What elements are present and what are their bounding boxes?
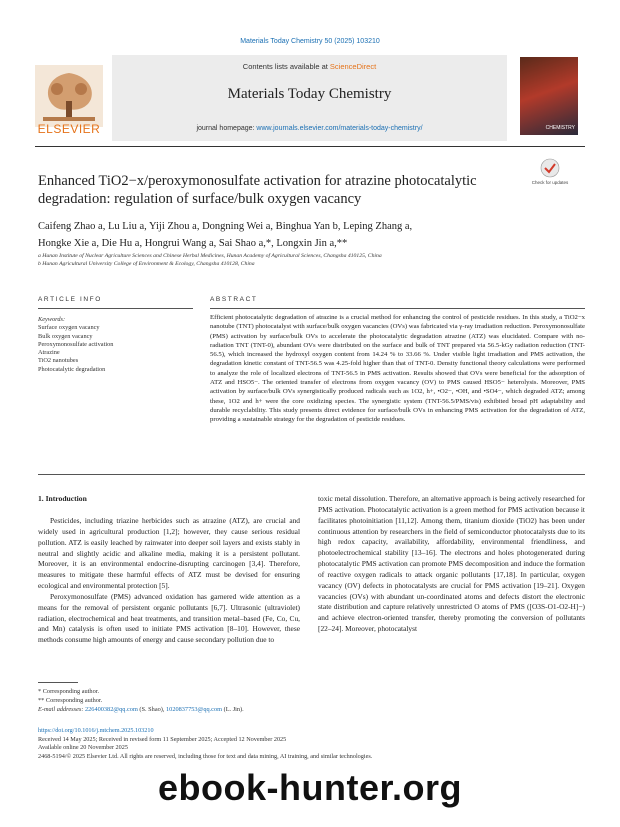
publisher-logo-text[interactable]: ELSEVIER (37, 122, 101, 136)
cover-label: CHEMISTRY (545, 125, 575, 131)
journal-citation[interactable]: Materials Today Chemistry 50 (2025) 103210 (240, 38, 380, 45)
paragraph: toxic metal dissolution. Therefore, an alternative approach is being actively researched for PMS activation. Photocatalytic activation is a green method for PMS activation because it facilitates photoinitiation [11,12]. Among them, titanium dioxide (TiO2) has been under continuous attention by researchers in the field of semiconductor photocatalysts due to its high redox capacity, availability, affordability, environmental friendliness, and photoelectrochemical stability [13–16]. The electrons and holes photogenerated during photocatalytic PMS activation can promote PMS decomposition and induce the formation of reactive oxygen radicals to attack organic pollutants [17,18]. In particular, oxygen vacancy (OV) defects in photocatalysts are crucial for PMS activation [19–21]. Oxygen vacancies (OVs) with abundant un-coordinated atoms and defects distort the electronic state distribution and capture relatively unrestricted O atoms of PMS ([O3S-O1-O2-H]−) and achieve electron-oriented transfer, thereby promoting the conversion of pollutants [22–24]. Moreover, photocatalyst (318, 494, 585, 634)
keyword-item: Bulk oxygen vacancy (38, 332, 93, 340)
journal-cover-image[interactable] (520, 57, 578, 135)
keyword-item: TiO2 nanotubes (38, 357, 79, 365)
article-info-heading: ARTICLE INFO (38, 296, 102, 303)
author-list (38, 218, 578, 252)
email-link-jin[interactable]: 1020837753@qq.com (166, 706, 223, 713)
corresponding-author-1: * Corresponding author. (38, 688, 100, 695)
copyright-line: 2468-5194/© 2025 Elsevier Ltd. All rights are reserved, including those for text and data mining, AI training, and similar technologies. (38, 752, 373, 760)
keywords-block (38, 316, 188, 374)
sciencedirect-link[interactable]: ScienceDirect (329, 62, 377, 71)
footnote-divider (38, 682, 78, 683)
authors-line-1: Caifeng Zhao a, Lu Liu a, Yiji Zhou a, Dongning Wei a, Binghua Yan b, Leping Zhang a, (38, 221, 413, 232)
article-title: Enhanced TiO2−x/peroxymonosulfate activation for atrazine photocatalytic degradation: regulation of surface/bulk oxygen vacancy (38, 173, 477, 207)
body-column-left (38, 516, 300, 646)
homepage-link[interactable]: www.journals.elsevier.com/materials-today-chemistry/ (256, 125, 423, 132)
article-info-divider (38, 308, 193, 309)
affiliation-b: b Hunan Agricultural University College of Environment & Ecology, Changsha 410128, China (38, 261, 255, 267)
abstract-heading: ABSTRACT (210, 296, 258, 303)
keywords-heading: Keywords: (38, 316, 66, 323)
keyword-item: Peroxymonosulfate activation (38, 340, 114, 348)
abstract-text: Efficient photocatalytic degradation of atrazine is a crucial method for enhancing the control of pesticide residues. In this study, a TiO2−x nanotube (TNT) photocatalyst with surface/bulk oxygen vacancies (OVs) was fabricated via γ-ray irradiation reduction. Peroxymonosulfate (PMS) activation by surface/bulk OVs to accelerate the photocatalytic degradation atrazine (ATZ) was elucidated. Compare with no-radiation TNT (TNT-0), abundant OVs were distributed on the surface and bulk of TNT prepared via 56.5-kGy radiation reduction (TNT-56.5), which increased the hydroxyl oxygen content from 14.24 % to 33.66 %. Under visible light irradiation and PMS activation, the degradation kinetic constant of TNT-56.5 was 4.25-fold higher than that of TNT-0. Density functional theory calculations were performed to analyze the role of localized electrons of TNT-56.5 in PMS activation. Results showed that OVs were beneficial for the adsorption of ATZ and HSO5−. The oriented transfer of electrons from oxygen vacancy (OV) to PMS caused HSO5− heterolysis. Moreover, PMS activation by surface/bulk OVs synergistically produced radicals such as 1O2, h+, •O2−, •OH, and •SO4−, which degraded ATZ; among these, 1O2 and h+ were the core oxidizing species. The synergistic system (TNT-56.5/PMS/vis) exhibited broad pH adaptability and durable recyclability. This study presents direct evidence for surface/bulk OVs in enhancing PMS activation for the degradation of ATZ, providing a sustainable strategy for the degradation of pesticide residues. (210, 314, 585, 424)
keyword-item: Atrazine (38, 349, 60, 357)
doi-link[interactable]: https://doi.org/10.1016/j.mtchem.2025.103210 (38, 727, 154, 734)
email-addresses: E-mail addresses: 226400382@qq.com (S. Shao), 1020837753@qq.com (L. Jin). (38, 706, 244, 713)
publication-info (38, 727, 578, 761)
introduction-heading: 1. Introduction (38, 494, 87, 503)
check-for-updates-icon[interactable] (522, 157, 578, 187)
authors-line-2: Hongke Xie a, Die Hu a, Hongrui Wang a, Sai Shao a,*, Longxin Jin a,** (38, 238, 348, 249)
online-date: Available online 20 November 2025 (38, 744, 128, 752)
affiliations (38, 252, 578, 268)
watermark-text: ebook-hunter.org (158, 767, 462, 808)
corresponding-author-2: ** Corresponding author. (38, 697, 103, 704)
journal-title: Materials Today Chemistry (227, 86, 392, 102)
keyword-item: Surface oxygen vacancy (38, 324, 100, 332)
footnotes (38, 687, 338, 714)
email-link-shao[interactable]: 226400382@qq.com (85, 706, 138, 713)
paragraph: Pesticides, including triazine herbicides such as atrazine (ATZ), are crucial and widely used in agricultural production [1,2]; however, they cause serious residual pollution. ATZ is easily leached by rainwater into deeper soil layers and exists stably in neutral and slightly acidic and alkaline media, making it is a persistent pollutant. Moreover, it is an environmental endocrine-disrupting carcinogen [3,4]. Therefore, measures to mitigate these harmful effects of ATZ must be devised for ensuring ecological and environmental protection [5]. (38, 516, 300, 591)
abstract-bottom-divider (38, 474, 585, 475)
paragraph: Peroxymonosulfate (PMS) advanced oxidation has garnered wide attention as a means for the removal of persistent organic pollutants [6,7]. Ultrasonic (ultraviolet) radiation, electrochemical and heat treatments, and transition metal–based (Fe, Co, Cu, and Mn) catalysis is often used to initiate PMS activation [8–10]. However, these methods consume high amounts of energy and cause secondary pollution due to (38, 591, 300, 645)
crossmark-label: Check for updates (531, 180, 569, 185)
header-divider (35, 146, 585, 147)
affiliation-a: a Hunan Institute of Nuclear Agriculture Sciences and Chinese Herbal Medicines, Hunan Academy of Agricultural Sciences, Changsha 410125, China (38, 253, 382, 259)
received-dates: Received 14 May 2025; Received in revised form 11 September 2025; Accepted 12 November 2025 (38, 735, 287, 743)
abstract-divider (210, 308, 585, 309)
journal-homepage: journal homepage: www.journals.elsevier.com/materials-today-chemistry/ (196, 125, 423, 132)
body-column-right (318, 494, 585, 635)
keyword-item: Photocatalytic degradation (38, 365, 106, 373)
contents-availability: Contents lists available at ScienceDirect (242, 62, 377, 71)
